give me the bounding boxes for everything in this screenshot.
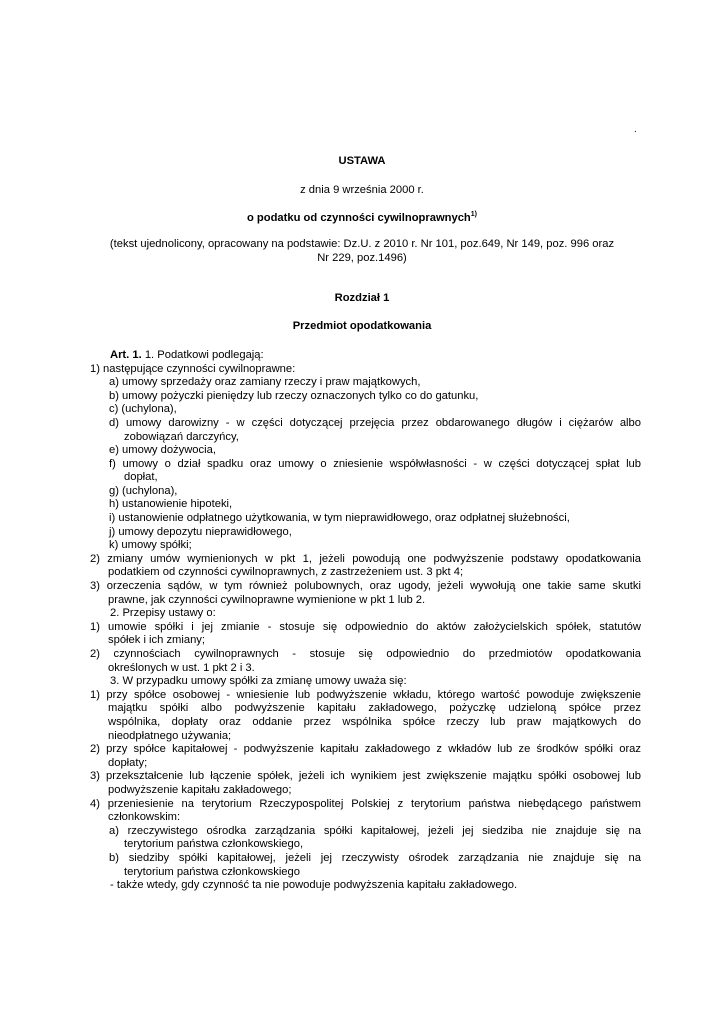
text-line: a) umowy sprzedaży oraz zamiany rzeczy i praw majątkowych, <box>109 376 421 388</box>
text-line: 2) przy spółce kapitałowej - podwyższenie kapitału zakładowego z wkładów lub ze środków spółki oraz <box>90 743 641 755</box>
text-line: wspólnika, dopłaty oraz oddanie przez wspólnika spółce rzeczy lub praw majątkowych do <box>108 716 641 728</box>
text-line: określonych w ust. 1 pkt 2 i 3. <box>108 662 255 674</box>
text-line: podatkiem od czynności cywilnoprawnych, z zastrzeżeniem ust. 3 pkt 4; <box>108 566 464 578</box>
text-line: h) ustanowienie hipoteki, <box>109 498 233 510</box>
text-line: 2) czynnościach cywilnoprawnych - stosuje się odpowiednio do przedmiotów opodatkowania <box>90 648 641 660</box>
text-line: członkowskim: <box>108 811 181 823</box>
text-line: g) (uchylona), <box>109 485 178 497</box>
document-title: USTAWA <box>338 155 386 167</box>
text-line: majątku spółki albo podwyższenie kapitału zakładowego, pożyczkę udzieloną spółce przez <box>108 702 641 714</box>
text-line: 2. Przepisy ustawy o: <box>110 607 216 619</box>
document-subject <box>0 211 724 224</box>
consolidated-note-line-1: (tekst ujednolicony, opracowany na podstawie: Dz.U. z 2010 r. Nr 101, poz.649, Nr 149, poz. 996 oraz <box>109 238 615 250</box>
text-line: nieodpłatnego używania; <box>108 730 232 742</box>
text-line: 3) przekształcenie lub łączenie spółek, jeżeli ich wynikiem jest zwiększenie majątku spółki osobowej lub <box>90 770 641 782</box>
text-line: i) ustanowienie odpłatnego użytkowania, w tym nieprawidłowego, oraz odpłatnej służebności, <box>109 512 570 524</box>
text-line: zobowiązań darczyńcy, <box>124 431 239 443</box>
text-line: 3. W przypadku umowy spółki za zmianę umowy uważa się: <box>110 675 407 687</box>
text-line: d) umowy darowizny - w części dotyczącej przejęcia przez obdarowanego długów i ciężarów albo <box>109 417 641 429</box>
text-line: 4) przeniesienie na terytorium Rzeczypospolitej Polskiej z terytorium państwa niebędącego państwem <box>90 798 641 810</box>
text-line: 1) przy spółce osobowej - wniesienie lub podwyższenie wkładu, którego wartość powoduje zwiększenie <box>90 689 641 701</box>
text-line: j) umowy depozytu nieprawidłowego, <box>109 526 292 538</box>
text-line: 3) orzeczenia sądów, w tym również polubownych, oraz ugody, jeżeli wywołują one takie same skutki <box>90 580 641 592</box>
text-line: e) umowy dożywocia, <box>109 444 216 456</box>
chapter-heading: Rozdział 1 <box>334 292 390 304</box>
text-line: 1) następujące czynności cywilnoprawne: <box>90 363 296 375</box>
article-1-label: Art. 1. <box>110 349 142 361</box>
text-line: a) rzeczywistego ośrodka zarządzania spółki kapitałowej, jeżeli jej siedziba nie znajduje się na <box>109 825 641 837</box>
text-line: f) umowy o dział spadku oraz umowy o zniesienie współwłasności - w części dotyczącej spłat lub <box>109 458 641 470</box>
footnote-reference: 1) <box>470 211 478 218</box>
text-line: spółek i ich zmiany; <box>108 634 205 646</box>
text-line: - także wtedy, gdy czynność ta nie powoduje podwyższenia kapitału zakładowego. <box>110 879 518 891</box>
text-line: podwyższenie kapitału zakładowego; <box>108 784 292 796</box>
text-line: k) umowy spółki; <box>109 539 192 551</box>
text-line: terytorium państwa członkowskiego, <box>124 838 304 850</box>
text-line: 2) zmiany umów wymienionych w pkt 1, jeżeli powodują one podwyższenie podstawy opodatkowania <box>90 553 641 565</box>
document-date: z dnia 9 września 2000 r. <box>300 184 424 196</box>
text-line: terytorium państwa członkowskiego <box>124 866 300 878</box>
text-line: dopłaty; <box>108 757 148 769</box>
subject-text: o podatku od czynności cywilnoprawnych <box>246 212 471 224</box>
text-line: b) umowy pożyczki pieniędzy lub rzeczy oznaczonych tylko co do gatunku, <box>109 390 479 402</box>
text-line: c) (uchylona), <box>109 403 177 415</box>
article-1-heading <box>110 349 264 361</box>
consolidated-note-line-2: Nr 229, poz.1496) <box>317 252 407 264</box>
corner-mark: . <box>634 124 637 135</box>
article-1-intro: 1. Podatkowi podlegają: <box>144 349 264 361</box>
text-line: dopłat, <box>124 471 158 483</box>
text-line: prawne, jak czynności cywilnoprawne wymienione w pkt 1 lub 2. <box>108 594 426 606</box>
chapter-title: Przedmiot opodatkowania <box>292 320 432 332</box>
text-line: 1) umowie spółki i jej zmianie - stosuje się odpowiednio do aktów założycielskich spółek, statutów <box>90 621 641 633</box>
text-line: b) siedziby spółki kapitałowej, jeżeli jej rzeczywisty ośrodek zarządzania nie znajduje się na <box>109 852 641 864</box>
